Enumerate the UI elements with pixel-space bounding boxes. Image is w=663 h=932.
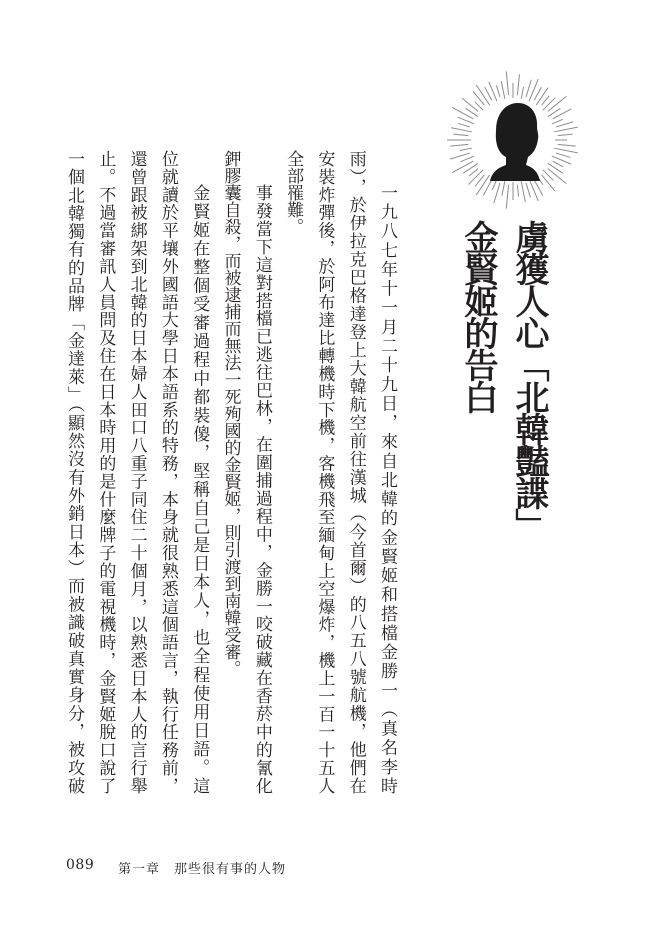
sunburst-ray [548,163,563,173]
sunburst-ray [556,122,573,127]
sunburst-ray [489,82,497,101]
article-title-line-2: 金賢姬的告白 [458,220,498,412]
sunburst-ray [460,148,472,150]
sunburst-ray [558,144,576,146]
page-number: 089 [66,857,95,873]
text-column: 止。不過當審訊人員問及住在日本時用的是什麼牌子的電視機時，金賢姬脫口說了 [95,150,116,794]
sunburst-ray [542,175,555,191]
sunburst-ray [521,87,523,99]
text-column: 位就讀於平壤外國語大學日本語系的特務，本身就很熟悉這個語言，執行任務前， [157,150,178,794]
text-column: 鉀膠囊自殺，而被逮捕而無法一死殉國的金賢姬，則引渡到南韓受審。 [220,150,241,677]
text-column: 安裝炸彈後，於阿布達比轉機時下機，客機飛至緬甸上空爆炸，機上一百一十五人 [314,150,335,794]
text-column: 雨），於伊拉克巴格達登上大韓航空前往漢城（今首爾）的八五八號航機，他們在 [345,150,366,794]
body-text [57,150,402,794]
sunburst-ray [554,148,578,153]
sunburst-ray [452,107,473,118]
sunburst-ray [543,98,556,111]
sunburst-ray [556,153,570,157]
sunburst-ray [468,170,483,185]
sunburst-ray [542,96,550,105]
text-column: 事發當下這對搭檔已逃往巴林，在圍捕過程中，金勝一咬破藏在香菸中的氰化 [251,184,272,794]
sunburst-ray [517,74,519,95]
sunburst-ray [534,87,541,100]
text-column: 還曾跟被綁架到北韓的日本婦人田口八重子同住二十個月，以熟悉日本人的言行舉 [126,150,147,794]
sunburst-ray [462,98,478,111]
sunburst-ray [476,175,489,195]
sunburst-ray [452,161,473,172]
sunburst-ray [476,85,489,105]
sunburst-ray [521,181,525,202]
sunburst-ray [485,87,492,100]
sunburst-ray [460,156,474,162]
sunburst-ray [450,153,470,159]
sunburst-ray [450,144,468,146]
sunburst-ray [526,80,531,97]
man-silhouette-icon [440,67,586,213]
sunburst-ray [453,134,468,135]
sunburst-ray [475,102,483,110]
sunburst-ray [526,183,530,197]
running-footer-chapter: 第一章 那些很有事的人物 [118,862,287,877]
sunburst-ray [553,109,572,119]
sunburst-ray [552,119,563,124]
sunburst-ray [494,183,500,203]
sunburst-ray [463,163,478,173]
sunburst-ray [548,96,567,111]
sunburst-ray [473,91,484,105]
sunburst-ray [558,134,573,135]
sunburst-ray [501,81,505,99]
text-column: 全部罹難。 [283,150,304,235]
article-title-line-1: 虜獲人心「北韓豔諜」 [509,220,549,540]
sunburst-ray [554,127,578,132]
sunburst-ray [517,185,518,197]
sunburst-ray [451,128,472,132]
text-column: 一個北韓獨有的品牌「金達萊」（顯然沒有外銷日本）而被識破真實身分，被攻破 [64,150,85,794]
sunburst-ray [536,88,548,105]
sunburst-ray [496,85,499,96]
sunburst-ray [548,169,567,184]
sunburst-ray [506,185,508,209]
sunburst-ray [553,161,564,167]
sunburst-ray [529,179,538,201]
sunburst-ray [506,71,508,95]
sunburst-ray [469,169,478,177]
text-column: 金賢姬在整個受審過程中都裝傻，堅稱自己是日本人，也全程使用日語。這 [189,184,210,794]
head-silhouette [490,103,540,181]
text-column: 一九八七年十一月二十九日，來自北韓的金賢姬和搭檔金勝一（真名李時 [377,184,397,794]
sunburst-ray [502,181,505,196]
sunburst-ray [458,123,469,126]
